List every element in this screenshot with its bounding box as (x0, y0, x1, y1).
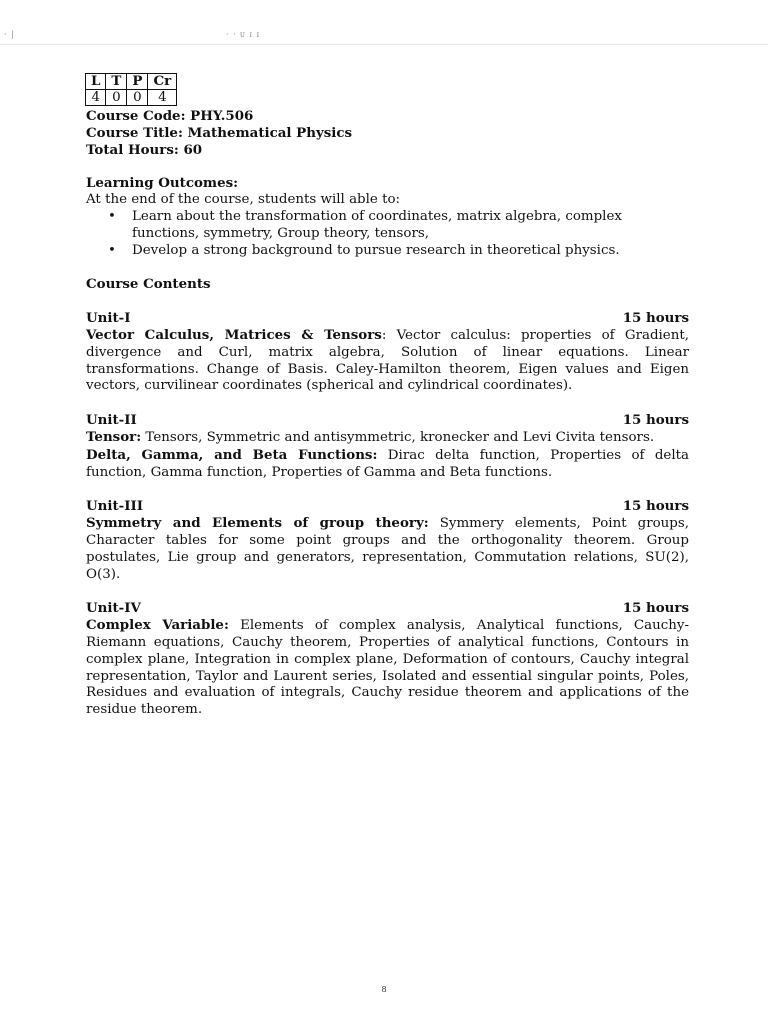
credits-value-row (86, 90, 177, 106)
header-center-mark: · · ᴜ ɪ ɪ (226, 30, 261, 39)
unit-hours: 15 hours (622, 498, 689, 515)
section-title: Vector Calculus, Matrices & Tensors (86, 326, 382, 343)
header-left-mark: · | (4, 30, 15, 39)
credits-value-cell: 0 (127, 90, 148, 106)
unit-header (86, 412, 689, 429)
unit-header (86, 600, 689, 617)
section-separator (429, 516, 440, 531)
unit-block (86, 498, 689, 583)
section-separator (229, 618, 240, 633)
section-text: Tensors, Symmetric and antisymmetric, kronecker and Levi Civita tensors. (145, 429, 655, 445)
unit-hours: 15 hours (622, 600, 689, 617)
unit-block (86, 412, 689, 481)
section-text: Dirac delta function, Properties of delta function, Gamma function, Properties of Gamma and Beta functions. (86, 447, 689, 480)
unit-section (86, 429, 689, 447)
total-hours: Total Hours: 60 (86, 141, 203, 158)
unit-block (86, 600, 689, 719)
section-title: Symmetry and Elements of group theory: (86, 515, 429, 532)
section-text: Symmery elements, Point groups, Character tables for some point groups and the orthogonality theorem. Group postulates, Lie group and generators, representation, Commutation relations, SU(2), O(3). (86, 516, 689, 582)
page-header-strip (0, 0, 768, 45)
unit-header (86, 310, 689, 327)
page-number: 8 (381, 985, 387, 994)
unit-hours: 15 hours (622, 412, 689, 429)
learning-outcomes-intro: At the end of the course, students will able to: (86, 192, 401, 208)
learning-outcomes-heading: Learning Outcomes: (86, 175, 239, 192)
list-item: • Develop a strong background to pursue research in theoretical physics. (132, 243, 689, 260)
section-title: Delta, Gamma, and Beta Functions: (86, 446, 378, 463)
learning-outcomes-list (86, 209, 689, 259)
course-title: Course Title: Mathematical Physics (86, 124, 353, 141)
unit-name: Unit-I (86, 310, 131, 327)
list-item: • Learn about the transformation of coordinates, matrix algebra, complex functions, symmetry, Group theory, tensors, (132, 209, 689, 243)
unit-name: Unit-III (86, 498, 144, 515)
section-text: Elements of complex analysis, Analytical functions, Cauchy-Riemann equations, Cauchy theorem, Properties of analytical functions, Contours in complex plane, Integration in complex plane, Deformation of contours, Cauchy integral representation, Taylor and Laurent series, Isolated and essential singular points, Poles, Residues and evaluation of integrals, Cauchy residue theorem and applications of the residue theorem. (86, 618, 689, 718)
document-page (86, 73, 689, 719)
unit-section (86, 447, 689, 482)
credits-value-cell: 4 (148, 90, 177, 106)
credits-table (85, 73, 177, 106)
section-text: Vector calculus: properties of Gradient, divergence and Curl, matrix algebra, Solution of linear equations. Linear transformations. Change of Basis. Caley-Hamilton theorem, Eigen values and Eigen vectors, curvilinear coordinates (spherical and cylindrical coordinates). (86, 327, 689, 394)
section-separator: : (381, 327, 397, 343)
unit-header (86, 498, 689, 515)
course-contents-heading: Course Contents (86, 276, 211, 293)
unit-section (86, 617, 689, 719)
credits-header-cell: L (86, 74, 106, 90)
unit-block (86, 310, 689, 395)
unit-section (86, 327, 689, 395)
course-code: Course Code: PHY.506 (86, 108, 254, 124)
credits-value-cell: 0 (106, 90, 127, 106)
section-separator (377, 448, 387, 463)
credits-value-cell: 4 (86, 90, 106, 106)
unit-name: Unit-II (86, 412, 137, 429)
credits-header-cell: T (106, 74, 127, 90)
section-title: Tensor: (86, 428, 142, 445)
section-title: Complex Variable: (86, 617, 229, 634)
unit-name: Unit-IV (86, 600, 141, 617)
credits-header-cell: P (127, 74, 148, 90)
credits-header-row (86, 74, 177, 90)
unit-hours: 15 hours (622, 310, 689, 327)
credits-header-cell: Cr (148, 74, 177, 90)
unit-section (86, 515, 689, 583)
